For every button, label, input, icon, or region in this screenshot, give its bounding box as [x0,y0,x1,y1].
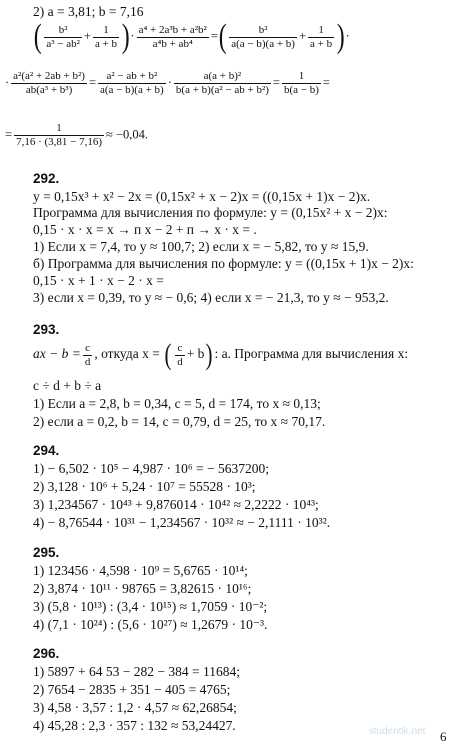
fraction: $\frac{c}{d}$ [177,341,183,368]
problem-294-number: 294. [33,443,60,458]
fraction: $\frac{\text{a²(a² + 2ab + b²)}}{\text{ab(a³ + b³)}}$ [13,70,85,96]
fraction: $\frac{c}{d}$ [84,341,91,368]
problem-294-line: 1) − 6,502 · 10⁵ − 4,987 · 10⁶ = − 5637200; [33,461,269,476]
top-equation-1: ( $\frac{\text{b²}}{\text{a³ − ab²}}$ + $\frac{1}{a + b}$ )· $\frac{\text{a⁴ + 2a³b + a²b²}}{\text{a⁴b + ab⁴}}$ =( $\frac{\text{b²}}{a(a - b)(a + b)}$ + $\frac{1}{a + b}$ )· [33,18,350,55]
fraction: $\frac{\text{a² − ab + b²}}{a(a - b)(a + b)}$ [100,70,164,96]
problem-292-number: 292. [33,171,60,186]
fraction: $\frac{1}{a + b}$ [310,23,333,50]
page-number: 6 [440,729,447,744]
problem-296-line: 4) 45,28 : 2,3 · 357 : 132 ≈ 53,24427. [33,718,236,733]
problem-296-line: 3) 4,58 · 3,57 : 1,2 · 4,57 ≈ 62,26854; [33,700,237,715]
problem-292-line: 1) Если x = 7,4, то y ≈ 100,7; 2) если x = − 5,82, то y ≈ 15,9. [33,239,369,254]
problem-293-formula: ax − b = $\frac{c}{d}$ , откуда x = ( $\frac{c}{d}$ + b) : a. Программа для вычисления x: [33,338,409,371]
problem-295-line: 4) (7,1 · 10²⁴) : (5,6 · 10²⁷) ≈ 1,2679 · 10⁻³. [33,617,268,632]
paren-open: ( [164,338,172,371]
top-equation-2: · $\frac{\text{a²(a² + 2ab + b²)}}{\text{ab(a³ + b³)}}$ = $\frac{\text{a² − ab + b²}}{a(a - b)(a + b)}$ · $\frac{\text{a(a + b)²}}{\text{b(a + b)(a² − ab + b²)}}$ = $\frac{1}{b(a - b)}$ = [5,70,330,96]
problem-295-line: 2) 3,874 · 10¹¹ · 98765 = 3,82615 · 10¹⁶; [33,581,252,596]
problem-294-line: 2) 3,128 · 10⁶ + 5,24 · 10⁷ = 55528 · 10³; [33,479,256,494]
problem-295-line: 3) (5,8 · 10¹³) : (3,4 · 10¹⁵) ≈ 1,7059 · 10⁻²; [33,599,268,614]
fraction: $\frac{1}{a + b}$ [94,23,118,50]
paren-close: ) [205,338,213,371]
problem-292-line: Программа для вычисления по формуле: y = (0,15x² + x − 2)x: [33,205,388,220]
paren-open: ( [33,18,42,55]
problem-293-line: 1) Если a = 2,8, b = 0,34, c = 5, d = 174, то x ≈ 0,13; [33,396,321,411]
problem-296-line: 2) 7654 − 2835 + 351 − 405 = 4765; [33,682,231,697]
problem-292-line: 0,15 · x + 1 · x − 2 · x = [33,273,164,288]
problem-293-number: 293. [33,322,60,337]
watermark: studentik.net [368,726,426,737]
fraction: $\frac{\text{b²}}{a(a - b)(a + b)}$ [231,23,295,50]
fraction: $\frac{\text{a⁴ + 2a³b + a²b²}}{\text{a⁴b + ab⁴}}$ [138,23,207,50]
problem-295-number: 295. [33,545,60,560]
problem-292-line: 3) если x = 0,39, то y ≈ − 0,6; 4) если x = − 21,3, то y ≈ − 953,2. [33,290,389,305]
paren-close: ) [336,18,345,55]
top-equation-3: = $\frac{1}{7,16 \cdot (3,81 - 7,16)}$ ≈ −0,04. [5,122,149,148]
paren-close: ) [121,18,130,55]
problem-296-line: 1) 5897 + 64 53 − 282 − 384 = 11684; [33,664,240,679]
problem-292-line: y = 0,15x³ + x² − 2x = (0,15x² + x − 2)x = ((0,15x + 1)x − 2)x. [33,189,371,204]
top-line-values: 2) a = 3,81; b = 7,16 [33,4,144,19]
problem-295-line: 1) 123456 · 4,598 · 10⁹ = 5,6765 · 10¹⁴; [33,563,248,578]
problem-293-line: c ÷ d + b ÷ a [33,378,102,393]
fraction: $\frac{\text{b²}}{\text{a³ − ab²}}$ [46,23,80,50]
problem-292-line: б) Программа для вычисления по формуле: y = ((0,15x + 1)x − 2)x: [33,256,414,271]
fraction: $\frac{1}{b(a - b)}$ [283,70,319,96]
problem-294-line: 4) − 8,76544 · 10³¹ − 1,234567 · 10³² ≈ − 2,1111 · 10³². [33,515,331,530]
fraction: $\frac{\text{a(a + b)²}}{\text{b(a + b)(a² − ab + b²)}}$ [175,70,269,96]
problem-294-line: 3) 1,234567 · 10⁴³ + 9,876014 · 10⁴² ≈ 2,2222 · 10⁴³; [33,497,319,512]
fraction: $\frac{1}{7,16 \cdot (3,81 - 7,16)}$ [16,122,103,148]
problem-293-line: 2) если a = 0,2, b = 14, c = 0,79, d = 25, то x ≈ 70,17. [33,414,326,429]
paren-open: ( [218,18,227,55]
problem-296-number: 296. [33,646,60,661]
problem-292-line: 0,15 · x · x = x → п x − 2 + п → x · x = . [33,222,257,237]
